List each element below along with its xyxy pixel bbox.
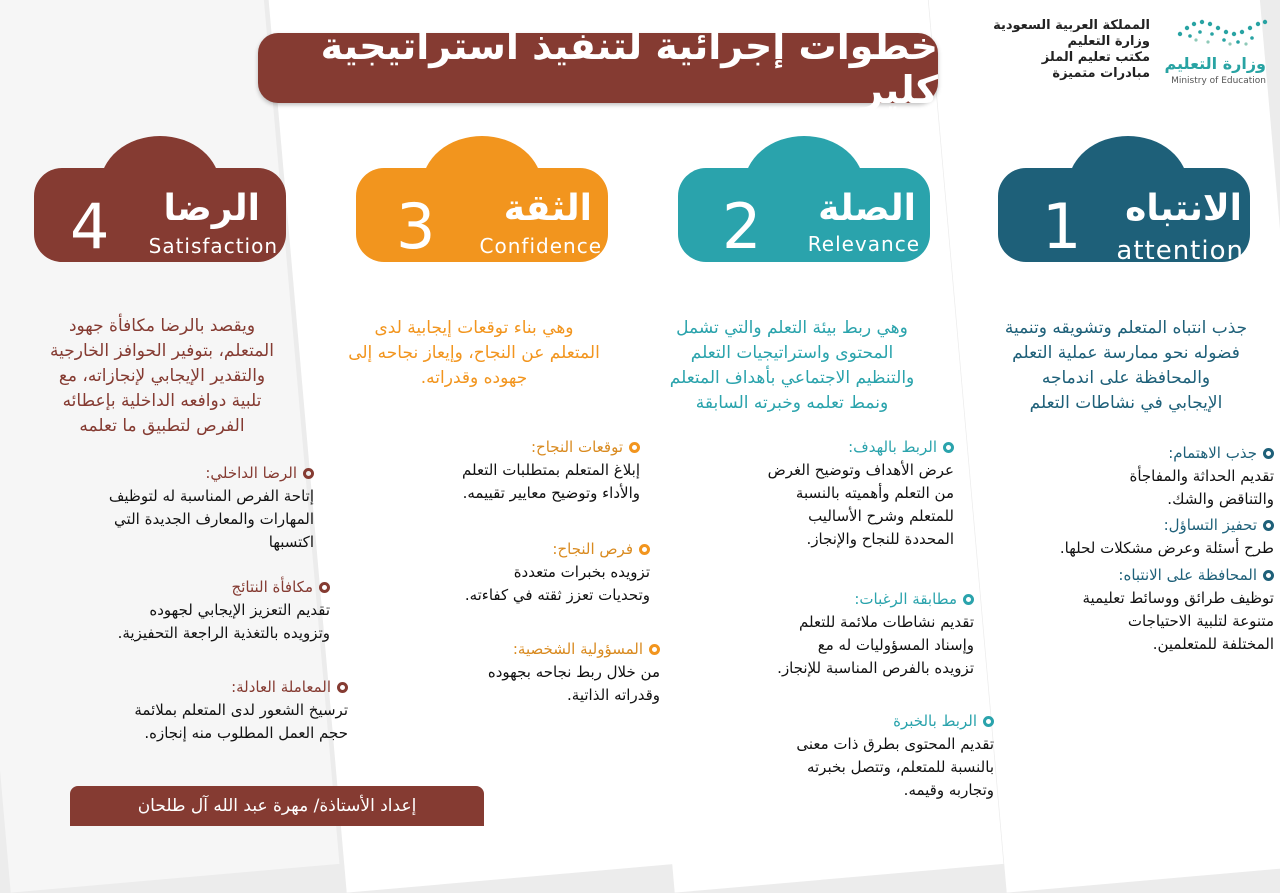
description-line: جهوده وقدراته. (420, 368, 528, 388)
item-heading: الرضا الداخلي: (205, 464, 297, 482)
item-line: تزويده بالفرص المناسبة للإنجاز. (777, 659, 974, 677)
item-line: متنوعة لتلبية الاحتياجات (1127, 612, 1274, 630)
page-title: خطوات إجرائية لتنفيذ استراتيجية كلير (258, 33, 938, 103)
bullet-icon (983, 716, 994, 727)
item-line: من التعلم وأهميته بالنسبة (795, 484, 954, 502)
step-title-en: attention (1116, 236, 1244, 266)
bullet-icon (1263, 570, 1274, 581)
description-line: وهي ربط بيئة التعلم والتي تشمل (676, 318, 908, 338)
satisfaction-card (34, 136, 286, 262)
item-line: تقديم التعزيز الإيجابي لجهوده (149, 601, 330, 619)
item-line: إتاحة الفرص المناسبة له لتوظيف (108, 487, 314, 505)
item-line: والأداء وتوضيح معايير تقييمه. (462, 484, 640, 502)
item-line: تزويده بخبرات متعددة (513, 563, 650, 581)
item-line: بالنسبة للمتعلم، وتتصل بخبرته (806, 758, 994, 776)
item-line: المهارات والمعارف الجديدة التي (114, 510, 314, 528)
bullet-icon (337, 682, 348, 693)
description-line: جذب انتباه المتعلم وتشويقه وتنمية (1004, 318, 1248, 338)
item-line: اكتسبها (268, 533, 314, 551)
item-line: ترسيخ الشعور لدى المتعلم بملائمة (134, 701, 348, 719)
list-item (360, 436, 640, 505)
item-line: والتناقض والشك. (1167, 490, 1274, 508)
step-title-ar: الرضا (163, 188, 260, 229)
description-line: والمحافظة على اندماجه (1041, 368, 1211, 388)
item-heading: المحافظة على الانتباه: (1118, 566, 1257, 584)
description-line: تلبية دوافعه الداخلية بإعطائه (62, 391, 262, 411)
bullet-icon (943, 442, 954, 453)
list-item (690, 710, 994, 802)
bullet-icon (639, 544, 650, 555)
relevance-description (642, 316, 942, 416)
step-number: 1 (1042, 190, 1082, 263)
item-line: وإسناد المسؤوليات له مع (817, 636, 974, 654)
item-line: إبلاغ المتعلم بمتطلبات التعلم (462, 461, 640, 479)
logo-english-text: Ministry of Education (1171, 76, 1266, 86)
step-number: 4 (70, 190, 110, 263)
item-heading: الربط بالخبرة (893, 712, 977, 730)
item-heading: فرص النجاح: (552, 540, 633, 558)
organization-lines (968, 18, 1150, 82)
list-item (990, 564, 1274, 656)
item-heading: الربط بالهدف: (848, 438, 937, 456)
description-line: والتنظيم الاجتماعي بأهداف المتعلم (669, 368, 915, 388)
item-line: تقديم المحتوى بطرق ذات معنى (796, 735, 994, 753)
bullet-icon (1263, 448, 1274, 459)
item-line: تقديم نشاطات ملائمة للتعلم (799, 613, 974, 631)
step-title-en: Relevance (807, 232, 920, 256)
satisfaction-description (22, 314, 302, 439)
description-line: ونمط تعلمه وخبرته السابقة (695, 393, 889, 413)
org-line: وزارة التعليم (1067, 34, 1150, 49)
confidence-description (324, 316, 624, 391)
list-item (690, 436, 954, 551)
bullet-icon (963, 594, 974, 605)
item-heading: توقعات النجاح: (530, 438, 623, 456)
bullet-icon (303, 468, 314, 479)
author-credit: إعداد الأستاذة/ مهرة عبد الله آل طلحان (70, 786, 484, 826)
description-line: الإيجابي في نشاطات التعلم (1029, 393, 1223, 413)
description-line: فضوله نحو ممارسة عملية التعلم (1012, 343, 1240, 363)
logo-arabic-text: وزارة التعليم (1164, 54, 1266, 73)
description-line: المتعلم، بتوفير الحوافز الخارجية (50, 341, 274, 361)
org-line: مبادرات متميزة (1052, 66, 1150, 81)
description-line: المحتوى واستراتيجيات التعلم (690, 343, 894, 363)
attention-description (982, 316, 1270, 416)
description-line: والتقدير الإيجابي لإنجازاته، مع (58, 366, 266, 386)
item-line: حجم العمل المطلوب منه إنجازه. (144, 724, 348, 742)
item-line: عرض الأهداف وتوضيح الغرض (767, 461, 954, 479)
item-line: تقديم الحداثة والمفاجأة (1129, 467, 1274, 485)
item-line: المحددة للنجاح والإنجاز. (806, 530, 954, 548)
ministry-logo (1160, 14, 1270, 86)
bullet-icon (629, 442, 640, 453)
confidence-card (356, 136, 608, 262)
description-line: الفرص لتطبيق ما تعلمه (79, 416, 245, 436)
item-line: توظيف طرائق ووسائط تعليمية (1082, 589, 1274, 607)
step-title-ar: الثقة (503, 188, 592, 229)
list-item (990, 442, 1274, 511)
item-heading: المسؤولية الشخصية: (512, 640, 643, 658)
list-item (990, 514, 1274, 560)
description-line: المتعلم عن النجاح، وإيعاز نجاحه إلى (348, 343, 600, 363)
bullet-icon (649, 644, 660, 655)
org-line: المملكة العربية السعودية (993, 18, 1150, 33)
list-item (30, 462, 314, 554)
item-line: وتحديات تعزز ثقته في كفاءته. (464, 586, 650, 604)
item-line: المختلفة للمتعلمين. (1152, 635, 1274, 653)
item-heading: مطابقة الرغبات: (854, 590, 957, 608)
attention-card (998, 136, 1250, 266)
item-line: طرح أسئلة وعرض مشكلات لحلها. (1059, 539, 1274, 557)
description-line: ويقصد بالرضا مكافأة جهود (68, 316, 256, 336)
bullet-icon (1263, 520, 1274, 531)
step-title-en: Confidence (479, 234, 602, 258)
bullet-icon (319, 582, 330, 593)
item-line: وتزويده بالتغذية الراجعة التحفيزية. (117, 624, 330, 642)
step-title-ar: الصلة (818, 188, 916, 229)
list-item (30, 676, 348, 745)
description-line: وهي بناء توقعات إيجابية لدى (374, 318, 574, 338)
step-number: 2 (722, 190, 762, 263)
item-line: للمتعلم وشرح الأساليب (808, 507, 954, 525)
item-line: وقدراته الذاتية. (567, 686, 660, 704)
relevance-card (678, 136, 930, 262)
item-heading: المعاملة العادلة: (231, 678, 331, 696)
item-heading: جذب الاهتمام: (1168, 444, 1257, 462)
list-item (360, 638, 660, 707)
list-item (30, 576, 330, 645)
step-title-ar: الانتباه (1125, 188, 1242, 229)
logo-dots-icon (1170, 14, 1270, 48)
item-line: وتجاربه وقيمه. (903, 781, 994, 799)
item-heading: تحفيز التساؤل: (1163, 516, 1257, 534)
step-title-en: Satisfaction (148, 234, 278, 258)
item-heading: مكافأة النتائج (231, 578, 313, 596)
item-line: من خلال ربط نجاحه بجهوده (487, 663, 660, 681)
list-item (690, 588, 974, 680)
step-number: 3 (396, 190, 436, 263)
list-item (360, 538, 650, 607)
org-line: مكتب تعليم الملز (1041, 50, 1150, 65)
